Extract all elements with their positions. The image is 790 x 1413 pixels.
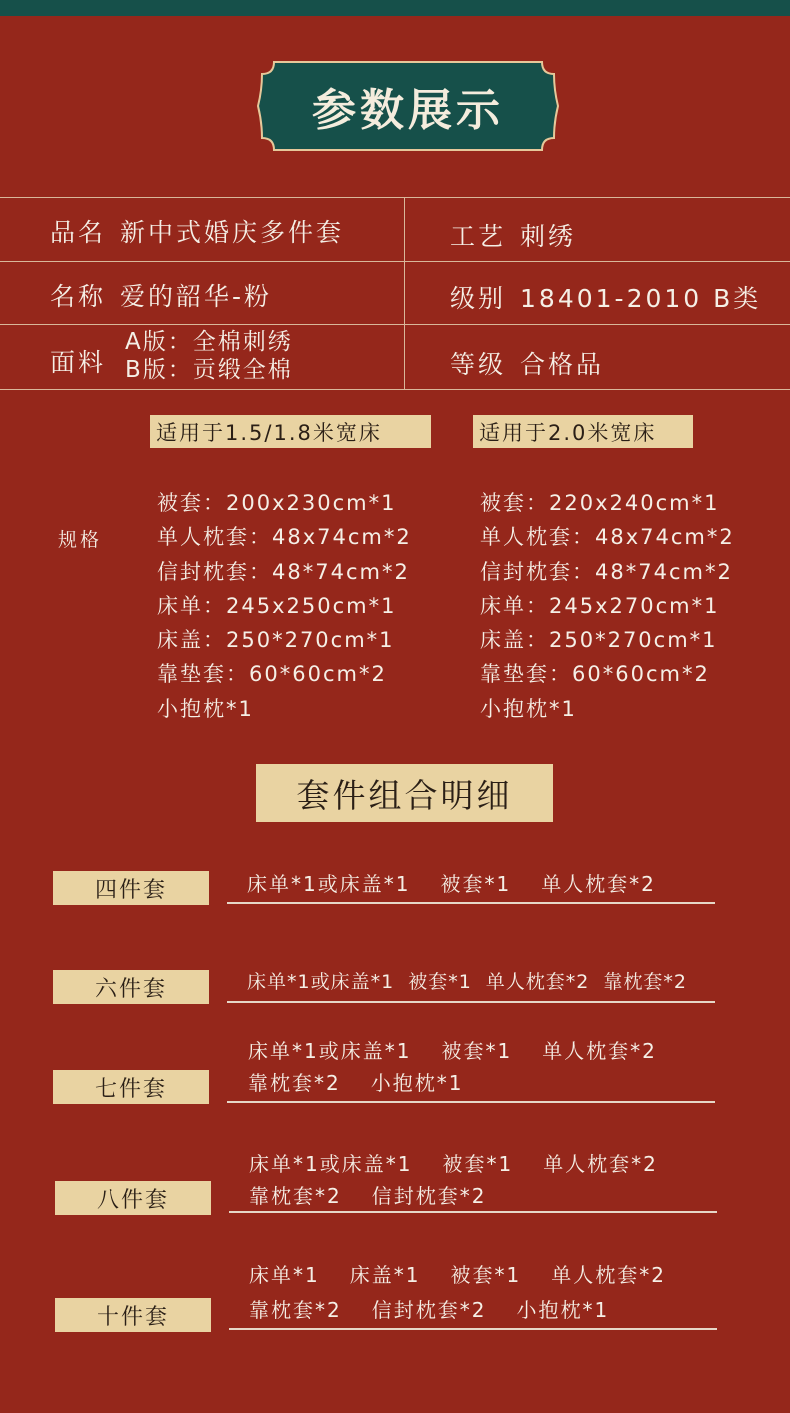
spec-label: 规格 bbox=[58, 529, 103, 551]
combo-item: 信封枕套*2 bbox=[371, 1184, 487, 1208]
page-title: 参数展示 bbox=[312, 85, 504, 136]
fabric-option-a: A版：全棉刺绣 bbox=[125, 329, 293, 355]
combo-item: 被套*1 bbox=[442, 1152, 514, 1176]
param-craft bbox=[450, 217, 576, 253]
combo-item: 床盖*1 bbox=[349, 1263, 421, 1287]
combo-label-7: 七件套 bbox=[53, 1070, 209, 1104]
combo-item: 单人枕套*2 bbox=[543, 1152, 658, 1176]
spec-item: 小抱枕*1 bbox=[480, 696, 577, 721]
param-value: 18401-2010 B类 bbox=[520, 284, 762, 313]
size-header-20: 适用于2.0米宽床 bbox=[473, 415, 693, 448]
param-value: 刺绣 bbox=[520, 222, 577, 251]
combo-items bbox=[249, 1294, 639, 1323]
combo-item: 靠枕套*2 bbox=[248, 1071, 341, 1095]
combo-item: 单人枕套*2 bbox=[551, 1263, 666, 1287]
param-name bbox=[50, 277, 272, 313]
combo-items bbox=[249, 1180, 516, 1209]
spec-item: 单人枕套：48x74cm*2 bbox=[157, 525, 412, 550]
spec-item: 床单：245x270cm*1 bbox=[480, 593, 720, 618]
size-header-1518: 适用于1.5/1.8米宽床 bbox=[150, 415, 431, 448]
combo-label-6: 六件套 bbox=[53, 970, 209, 1004]
combo-items bbox=[249, 1148, 688, 1177]
combo-item: 单人枕套*2 bbox=[485, 971, 590, 993]
table-divider bbox=[0, 261, 790, 262]
spec-item: 被套：200x230cm*1 bbox=[157, 491, 397, 515]
param-level bbox=[450, 279, 761, 315]
combo-item: 单人枕套*2 bbox=[542, 1039, 657, 1063]
spec-item: 床盖：250*270cm*1 bbox=[480, 628, 718, 653]
param-product-name bbox=[50, 213, 344, 249]
spec-item: 单人枕套：48x74cm*2 bbox=[480, 525, 735, 550]
combo-item: 床单*1或床盖*1 bbox=[247, 872, 411, 896]
spec-item: 被套：220x240cm*1 bbox=[480, 491, 720, 515]
combo-items bbox=[248, 1035, 687, 1064]
fabric-option-b: B版：贡缎全棉 bbox=[125, 357, 293, 383]
combo-item: 靠枕套*2 bbox=[603, 971, 687, 993]
combo-item: 床单*1或床盖*1 bbox=[248, 1039, 412, 1063]
param-value: 合格品 bbox=[520, 350, 605, 379]
combo-item: 床单*1 bbox=[249, 1263, 320, 1287]
combo-item: 单人枕套*2 bbox=[541, 872, 656, 896]
combo-item: 小抱枕*1 bbox=[370, 1071, 464, 1095]
param-value: 爱的韶华-粉 bbox=[120, 282, 273, 311]
combo-label-4: 四件套 bbox=[53, 871, 209, 905]
spec-item: 床单：245x250cm*1 bbox=[157, 593, 397, 618]
param-key: 等级 bbox=[450, 350, 507, 379]
table-column-divider bbox=[404, 197, 405, 389]
combo-item: 床单*1或床盖*1 bbox=[247, 971, 395, 993]
spec-item: 靠垫套：60*60cm*2 bbox=[480, 662, 710, 687]
combo-item: 小抱枕*1 bbox=[516, 1298, 610, 1322]
top-accent-bar bbox=[0, 0, 790, 16]
combo-underline bbox=[227, 1101, 715, 1103]
combo-underline bbox=[227, 1001, 715, 1003]
combo-section-title: 套件组合明细 bbox=[256, 764, 553, 822]
param-key: 品名 bbox=[50, 218, 107, 247]
table-divider bbox=[0, 197, 790, 198]
combo-item: 被套*1 bbox=[450, 1263, 522, 1287]
combo-item: 靠枕套*2 bbox=[249, 1298, 342, 1322]
combo-underline bbox=[229, 1328, 717, 1330]
combo-item: 床单*1或床盖*1 bbox=[249, 1152, 413, 1176]
combo-item: 被套*1 bbox=[441, 1039, 513, 1063]
combo-label-10: 十件套 bbox=[55, 1298, 211, 1332]
combo-underline bbox=[227, 902, 715, 904]
combo-items bbox=[248, 1067, 493, 1096]
param-key: 工艺 bbox=[450, 222, 507, 251]
combo-item: 被套*1 bbox=[408, 971, 472, 993]
combo-label-8: 八件套 bbox=[55, 1181, 211, 1215]
spec-item: 小抱枕*1 bbox=[157, 696, 254, 721]
title-badge bbox=[256, 60, 560, 152]
param-fabric-values bbox=[125, 328, 293, 384]
spec-list-1518 bbox=[157, 486, 412, 726]
combo-items bbox=[247, 967, 687, 994]
table-divider bbox=[0, 389, 790, 390]
combo-item: 靠枕套*2 bbox=[249, 1184, 342, 1208]
table-divider bbox=[0, 324, 790, 325]
spec-item: 床盖：250*270cm*1 bbox=[157, 628, 395, 653]
param-key: 级别 bbox=[450, 284, 507, 313]
param-grade bbox=[450, 345, 604, 381]
spec-list-20 bbox=[480, 486, 735, 726]
combo-item: 被套*1 bbox=[440, 872, 512, 896]
spec-item: 信封枕套：48*74cm*2 bbox=[157, 559, 410, 584]
param-fabric-key: 面料 bbox=[50, 348, 107, 377]
combo-item: 信封枕套*2 bbox=[371, 1298, 487, 1322]
combo-items bbox=[247, 868, 686, 897]
param-value: 新中式婚庆多件套 bbox=[120, 218, 345, 247]
combo-underline bbox=[229, 1211, 717, 1213]
combo-items bbox=[249, 1259, 696, 1288]
param-key: 名称 bbox=[50, 282, 107, 311]
spec-item: 靠垫套：60*60cm*2 bbox=[157, 662, 387, 687]
spec-item: 信封枕套：48*74cm*2 bbox=[480, 559, 733, 584]
